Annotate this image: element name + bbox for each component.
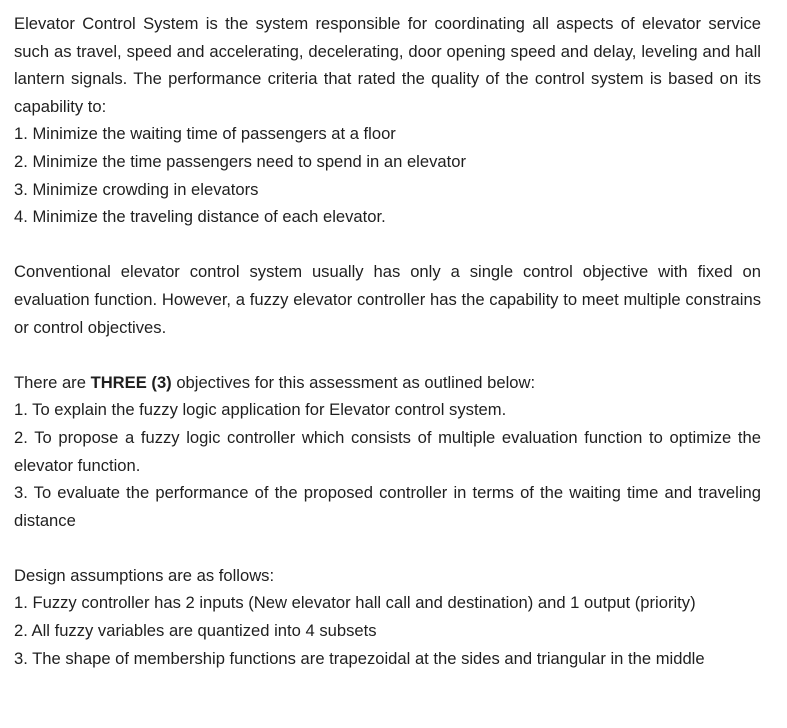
objective-item-3: 3. To evaluate the performance of the proposed controller in terms of the waiting time and traveling distance xyxy=(14,483,761,530)
paragraph-gap xyxy=(14,231,761,259)
objectives-lead-before: There are xyxy=(14,372,91,392)
objective-item-1: 1. To explain the fuzzy logic application for Elevator control system. xyxy=(14,400,507,420)
criteria-item-4: 4. Minimize the traveling distance of each elevator. xyxy=(14,207,386,227)
paragraph-gap xyxy=(14,341,761,369)
objectives-lead-after: objectives for this assessment as outlined below: xyxy=(171,372,536,392)
conventional-paragraph: Conventional elevator control system usually has only a single control objective with fixed on evaluation function. However, a fuzzy elevator controller has the capability to meet multiple constrains or control objectives. xyxy=(14,262,761,337)
criteria-item-2: 2. Minimize the time passengers need to spend in an elevator xyxy=(14,151,466,171)
assumptions-lead: Design assumptions are as follows: xyxy=(14,565,275,585)
assumption-item-2: 2. All fuzzy variables are quantized into 4 subsets xyxy=(14,621,377,641)
intro-paragraph: Elevator Control System is the system responsible for coordinating all aspects of elevator service such as travel, speed and accelerating, decelerating, door opening speed and delay, leveling and hall lantern signals. The performance criteria that rated the quality of the control system is based on its capability to: xyxy=(14,14,761,116)
objectives-lead xyxy=(14,369,761,397)
assumption-item-1: 1. Fuzzy controller has 2 inputs (New elevator hall call and destination) and 1 output (priority) xyxy=(14,593,696,613)
objective-item-2: 2. To propose a fuzzy logic controller which consists of multiple evaluation function to optimize the elevator function. xyxy=(14,427,761,475)
criteria-item-3: 3. Minimize crowding in elevators xyxy=(14,179,259,199)
criteria-item-1: 1. Minimize the waiting time of passengers at a floor xyxy=(14,124,396,144)
paragraph-gap xyxy=(14,534,761,562)
assumption-item-3: 3. The shape of membership functions are trapezoidal at the sides and triangular in the middle xyxy=(14,648,705,668)
objectives-count: THREE (3) xyxy=(90,372,172,392)
